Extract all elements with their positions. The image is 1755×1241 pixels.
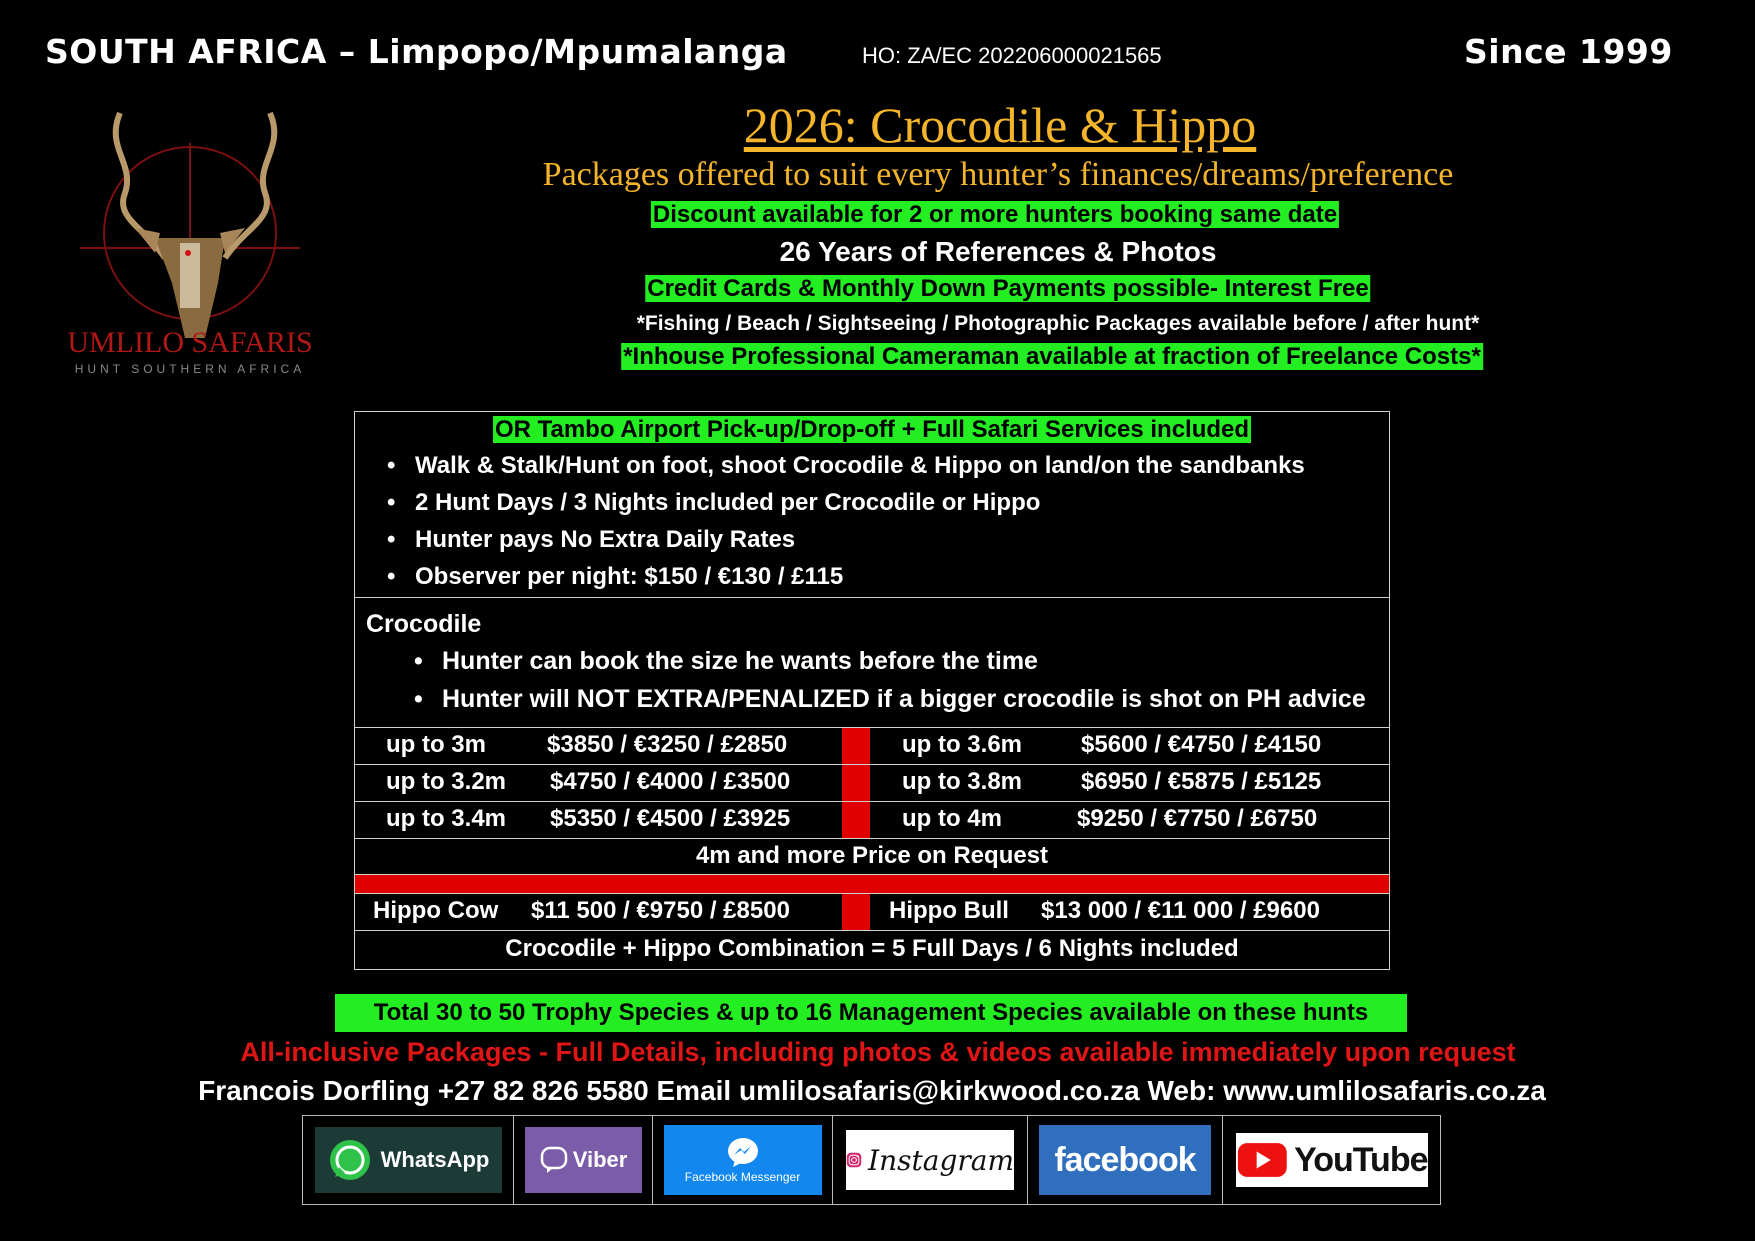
size-cell: up to 3.6m (902, 731, 1023, 758)
viber-icon (539, 1145, 569, 1175)
youtube-icon (1236, 1140, 1289, 1180)
youtube-label: YouTube (1294, 1140, 1428, 1179)
instagram-link[interactable] (833, 1116, 1028, 1204)
table-row (355, 765, 1389, 802)
discount-banner: Discount available for 2 or more hunters booking same date (652, 201, 1338, 228)
table-row (355, 728, 1389, 765)
messenger-link[interactable] (653, 1116, 833, 1204)
page-subtitle: Packages offered to suit every hunter’s finances/dreams/preference (542, 156, 1454, 193)
price-cell: $5600 / €4750 / £4150 (1081, 731, 1322, 758)
whatsapp-icon (327, 1137, 373, 1183)
general-section (355, 412, 1389, 598)
cameraman-banner: *Inhouse Professional Cameraman available at fraction of Freelance Costs* (623, 343, 1481, 370)
facebook-label: facebook (1054, 1140, 1196, 1179)
price-request: 4m and more Price on Request (695, 842, 1049, 869)
viber-label: Viber (572, 1147, 628, 1172)
crocodile-section (355, 598, 1389, 728)
hippo-cow-price: $11 500 / €9750 / £8500 (531, 897, 790, 924)
size-cell: up to 3.2m (386, 768, 507, 795)
price-cell: $3850 / €3250 / £2850 (547, 731, 788, 758)
viber-link[interactable] (514, 1116, 653, 1204)
combo-line: Crocodile + Hippo Combination = 5 Full Days / 6 Nights included (505, 935, 1239, 962)
facebook-link[interactable] (1028, 1116, 1223, 1204)
size-cell: up to 4m (902, 805, 1002, 832)
all-inclusive-line: All-inclusive Packages - Full Details, including photos & videos available immediately upon request (240, 1037, 1516, 1067)
page-title: 2026: Crocodile & Hippo (743, 97, 1257, 153)
species-banner: Total 30 to 50 Trophy Species & up to 16 Management Species available on these hunts (335, 994, 1407, 1032)
crocodile-heading: Crocodile (366, 610, 482, 638)
messenger-label: Facebook Messenger (684, 1170, 801, 1184)
header-region: SOUTH AFRICA – Limpopo/Mpumalanga (45, 32, 788, 71)
instagram-icon (846, 1140, 862, 1180)
hippo-bull-price: $13 000 / €11 000 / £9600 (1041, 897, 1320, 924)
logo-tagline: HUNT SOUTHERN AFRICA (74, 362, 306, 376)
size-cell: up to 3.8m (902, 768, 1023, 795)
logo-name: UMLILO SAFARIS (67, 326, 313, 359)
header-since: Since 1999 (1464, 32, 1673, 71)
hippo-row (355, 893, 1389, 931)
list-item: • Observer per night: $150 / €130 / £115 (415, 563, 843, 591)
hippo-bull-label: Hippo Bull (889, 897, 1009, 924)
airport-banner: OR Tambo Airport Pick-up/Drop-off + Full Safari Services included (494, 416, 1250, 443)
price-cell: $5350 / €4500 / £3925 (550, 805, 791, 832)
size-cell: up to 3.4m (386, 805, 507, 832)
list-item: • Hunter pays No Extra Daily Rates (415, 526, 795, 554)
instagram-label: Instagram (868, 1143, 1014, 1177)
price-cell: $6950 / €5875 / £5125 (1081, 768, 1322, 795)
references-line: 26 Years of References & Photos (779, 236, 1217, 267)
youtube-link[interactable] (1223, 1116, 1440, 1204)
social-bar (302, 1115, 1441, 1205)
hippo-cow-label: Hippo Cow (373, 897, 499, 924)
price-cell: $9250 / €7750 / £6750 (1077, 805, 1318, 832)
header-registration: HO: ZA/EC 202206000021565 (862, 43, 1162, 68)
list-item: • Hunter will NOT EXTRA/PENALIZED if a bigger crocodile is shot on PH advice (442, 685, 1366, 714)
credit-banner: Credit Cards & Monthly Down Payments possible- Interest Free (647, 275, 1369, 302)
list-item: • Walk & Stalk/Hunt on foot, shoot Crocodile & Hippo on land/on the sandbanks (415, 452, 1305, 480)
package-box (354, 411, 1390, 970)
request-row (355, 839, 1389, 875)
fishing-line: *Fishing / Beach / Sightseeing / Photographic Packages available before / after hunt* (636, 312, 1480, 335)
whatsapp-link[interactable] (303, 1116, 514, 1204)
contact-line: Francois Dorfling +27 82 826 5580 Email umlilosafaris@kirkwood.co.za Web: www.umlilosafaris.co.za (198, 1075, 1546, 1106)
whatsapp-label: WhatsApp (380, 1147, 490, 1172)
messenger-icon (726, 1136, 760, 1170)
umlilo-logo (60, 108, 320, 383)
red-divider-bar (355, 875, 1389, 893)
list-item: • 2 Hunt Days / 3 Nights included per Crocodile or Hippo (415, 489, 1040, 517)
size-cell: up to 3m (386, 731, 486, 758)
price-cell: $4750 / €4000 / £3500 (550, 768, 791, 795)
table-row (355, 802, 1389, 839)
list-item: • Hunter can book the size he wants before the time (442, 647, 1038, 676)
